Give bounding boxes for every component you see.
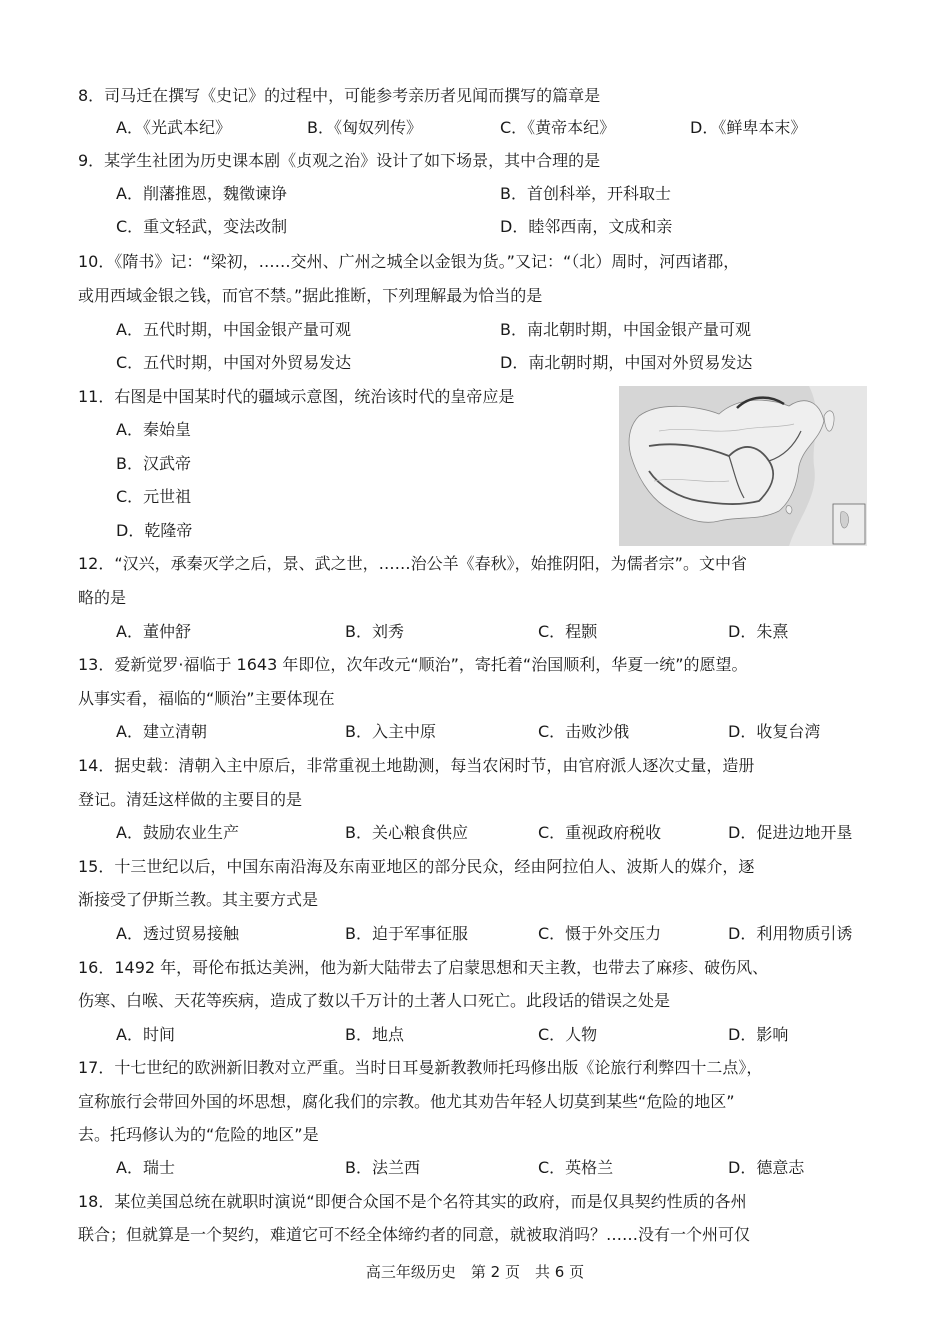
q10-option-a: A．五代时期，中国金银产量可观	[116, 320, 351, 339]
question-10-stem-line1: 10．《隋书》记：“梁初，……交州、广州之城全以金银为货。”又记：“（北）周时，河西诸郡，	[78, 252, 740, 271]
question-16-stem-line2: 伤寒、白喉、天花等疾病，造成了数以千万计的土著人口死亡。此段话的错误之处是	[78, 991, 671, 1010]
q17-option-b: B．法兰西	[345, 1158, 420, 1177]
q12-option-b: B．刘秀	[345, 622, 404, 641]
q15-option-a: A．透过贸易接触	[116, 924, 239, 943]
q8-option-d: D．《鲜卑本末》	[690, 118, 807, 137]
q10-option-d: D．南北朝时期，中国对外贸易发达	[500, 353, 753, 372]
question-13-stem-line2: 从事实看，福临的“顺治”主要体现在	[78, 689, 335, 708]
question-15-stem-line2: 渐接受了伊斯兰教。其主要方式是	[78, 890, 319, 909]
q13-option-a: A．建立清朝	[116, 722, 207, 741]
question-14-stem-line1: 14．据史载：清朝入主中原后，非常重视土地勘测，每当农闲时节，由官府派人逐次丈量，造册	[78, 756, 755, 775]
q10-option-c: C．五代时期，中国对外贸易发达	[116, 353, 352, 372]
q12-option-c: C．程颢	[538, 622, 598, 641]
q9-option-a: A．削藩推恩，魏徵谏诤	[116, 184, 287, 203]
question-8-stem: 8．司马迁在撰写《史记》的过程中，可能参考亲历者见闻而撰写的篇章是	[78, 86, 601, 105]
q13-option-b: B．入主中原	[345, 722, 436, 741]
q8-option-c: C．《黄帝本纪》	[500, 118, 616, 137]
question-16-stem-line1: 16．1492 年，哥伦布抵达美洲，他为新大陆带去了启蒙思想和天主教，也带去了麻疹、破伤风、	[78, 958, 769, 977]
question-17-stem-line3: 去。托玛修认为的“危险的地区”是	[78, 1125, 319, 1144]
q17-option-c: C．英格兰	[538, 1158, 614, 1177]
q15-option-d: D．利用物质引诱	[728, 924, 853, 943]
question-14-stem-line2: 登记。清廷这样做的主要目的是	[78, 790, 303, 809]
question-15-stem-line1: 15．十三世纪以后，中国东南沿海及东南亚地区的部分民众，经由阿拉伯人、波斯人的媒介，逐	[78, 857, 755, 876]
q17-option-d: D．德意志	[728, 1158, 805, 1177]
question-13-stem-line1: 13．爱新觉罗·福临于 1643 年即位，次年改元“顺治”，寄托着“治国顺利，华夏一统”的愿望。	[78, 655, 748, 674]
q13-option-d: D．收复台湾	[728, 722, 821, 741]
question-11-stem: 11．右图是中国某时代的疆域示意图，统治该时代的皇帝应是	[78, 387, 515, 406]
q16-option-c: C．人物	[538, 1025, 598, 1044]
q11-option-b: B．汉武帝	[116, 454, 191, 473]
question-17-stem-line1: 17．十七世纪的欧洲新旧教对立严重。当时日耳曼新教教师托玛修出版《论旅行利弊四十二点》，	[78, 1058, 763, 1077]
q13-option-c: C．击败沙俄	[538, 722, 630, 741]
q8-option-b: B．《匈奴列传》	[307, 118, 422, 137]
territory-map-figure	[619, 386, 867, 546]
question-17-stem-line2: 宣称旅行会带回外国的坏思想，腐化我们的宗教。他尤其劝告年轻人切莫到某些“危险的地区”	[78, 1092, 735, 1111]
q14-option-d: D．促进边地开垦	[728, 823, 853, 842]
q9-option-b: B．首创科举，开科取士	[500, 184, 671, 203]
q16-option-d: D．影响	[728, 1025, 789, 1044]
q14-option-a: A．鼓励农业生产	[116, 823, 239, 842]
q16-option-b: B．地点	[345, 1025, 404, 1044]
question-18-stem-line1: 18．某位美国总统在就职时演说“即便合众国不是个名符其实的政府，而是仅具契约性质的各州	[78, 1192, 747, 1211]
page-footer: 高三年级历史 第 2 页 共 6 页	[365, 1263, 585, 1281]
q10-option-b: B．南北朝时期，中国金银产量可观	[500, 320, 751, 339]
q14-option-b: B．关心粮食供应	[345, 823, 468, 842]
q15-option-c: C．慑于外交压力	[538, 924, 662, 943]
q12-option-d: D．朱熹	[728, 622, 789, 641]
q12-option-a: A．董仲舒	[116, 622, 191, 641]
question-12-stem-line1: 12．“汉兴，承秦灭学之后，景、武之世，……治公羊《春秋》，始推阴阳，为儒者宗”。文中省	[78, 554, 747, 573]
question-9-stem: 9．某学生社团为历史课本剧《贞观之治》设计了如下场景，其中合理的是	[78, 151, 601, 170]
question-18-stem-line2: 联合；但就算是一个契约，难道它可不经全体缔约者的同意，就被取消吗？……没有一个州可仅	[78, 1225, 751, 1244]
q17-option-a: A．瑞士	[116, 1158, 175, 1177]
q9-option-d: D．睦邻西南，文成和亲	[500, 217, 673, 236]
q15-option-b: B．迫于军事征服	[345, 924, 468, 943]
territory-map-image	[619, 386, 867, 546]
q11-option-d: D．乾隆帝	[116, 521, 193, 540]
q16-option-a: A．时间	[116, 1025, 175, 1044]
q11-option-a: A．秦始皇	[116, 420, 191, 439]
q14-option-c: C．重视政府税收	[538, 823, 662, 842]
q9-option-c: C．重文轻武，变法改制	[116, 217, 288, 236]
question-10-stem-line2: 或用西域金银之钱，而官不禁。”据此推断，下列理解最为恰当的是	[78, 286, 543, 305]
q11-option-c: C．元世祖	[116, 487, 192, 506]
question-12-stem-line2: 略的是	[78, 588, 127, 607]
q8-option-a: A．《光武本纪》	[116, 118, 231, 137]
